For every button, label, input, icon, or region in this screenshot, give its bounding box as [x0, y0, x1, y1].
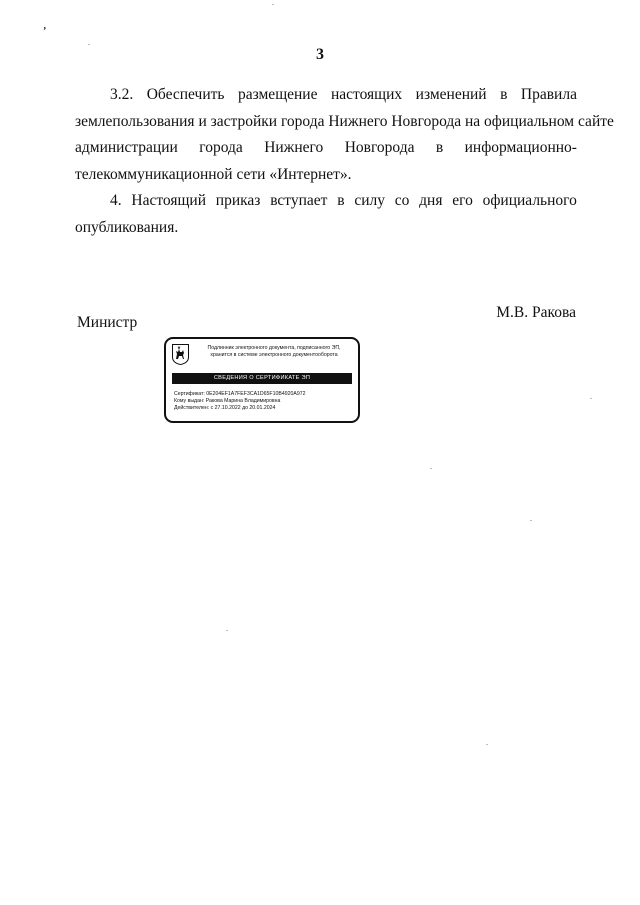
city-emblem-icon: [172, 344, 189, 365]
paragraph-4-line-1: [75, 188, 577, 215]
signatory-title: Министр: [77, 314, 138, 331]
stamp-value: с 27.10.2022 до 20.01.2024: [210, 405, 276, 411]
scan-speck: [272, 4, 274, 5]
word: вступает: [270, 192, 328, 209]
stamp-label: Действителен:: [174, 405, 210, 411]
stamp-header-line: Подлинник электронного документа, подписанного ЭП,: [207, 345, 341, 351]
document-body: [75, 82, 614, 241]
word: информационно-: [464, 139, 577, 156]
page-number: 3: [316, 46, 324, 63]
scan-speck: [430, 468, 432, 469]
word: приказ: [215, 192, 261, 209]
electronic-signature-stamp: [164, 337, 360, 423]
word: Новгорода: [344, 139, 415, 156]
stamp-validity-row: [174, 405, 275, 412]
word: администрации: [75, 139, 178, 156]
stamp-issued-to-row: [174, 398, 280, 405]
word: 4.: [110, 192, 122, 209]
paragraph-3-2-line-3: [75, 135, 577, 162]
corner-scan-mark: ’: [43, 26, 47, 37]
paragraph-3-2-line-2: землепользования и застройки города Нижнего Новгорода на официальном сайте: [75, 112, 614, 130]
word: Правила: [520, 86, 577, 103]
word: его: [452, 192, 473, 209]
stamp-title-bar: СВЕДЕНИЯ О СЕРТИФИКАТЕ ЭП: [172, 373, 352, 384]
word: со: [394, 192, 410, 209]
stamp-certificate-row: [174, 391, 306, 398]
word: размещение: [237, 86, 318, 103]
stamp-value: 0E204EF1A7FEF3CA1D65F10B4920A972: [206, 391, 306, 397]
stamp-label: Сертификат:: [174, 391, 205, 397]
paragraph-3-2-line-1: [75, 82, 577, 109]
stamp-header-line: хранится в системе электронного документооборота: [210, 351, 338, 358]
word: города: [199, 139, 243, 156]
word: официального: [482, 192, 577, 209]
stamp-header: [194, 345, 354, 358]
word: силу: [354, 192, 385, 209]
word: Настоящий: [131, 192, 207, 209]
scan-speck: [226, 630, 228, 631]
word: Нижнего: [264, 139, 324, 156]
word: дня: [419, 192, 443, 209]
word: в: [500, 86, 508, 103]
scan-speck: [486, 744, 488, 745]
word: Обеспечить: [146, 86, 225, 103]
paragraph-3-2-line-4: телекоммуникационной сети «Интернет».: [75, 165, 352, 183]
scan-speck: [530, 520, 532, 521]
paragraph-4-line-2: опубликования.: [75, 218, 179, 236]
word: в: [337, 192, 345, 209]
word: изменений: [415, 86, 487, 103]
stamp-value: Ракова Марина Владимировна: [205, 398, 281, 404]
stamp-label: Кому выдан:: [174, 398, 205, 404]
word: 3.2.: [110, 86, 134, 103]
word: в: [435, 139, 444, 156]
scan-speck: [590, 398, 592, 399]
word: настоящих: [330, 86, 403, 103]
scan-speck: [88, 44, 90, 45]
signatory-name: М.В. Ракова: [496, 304, 576, 321]
